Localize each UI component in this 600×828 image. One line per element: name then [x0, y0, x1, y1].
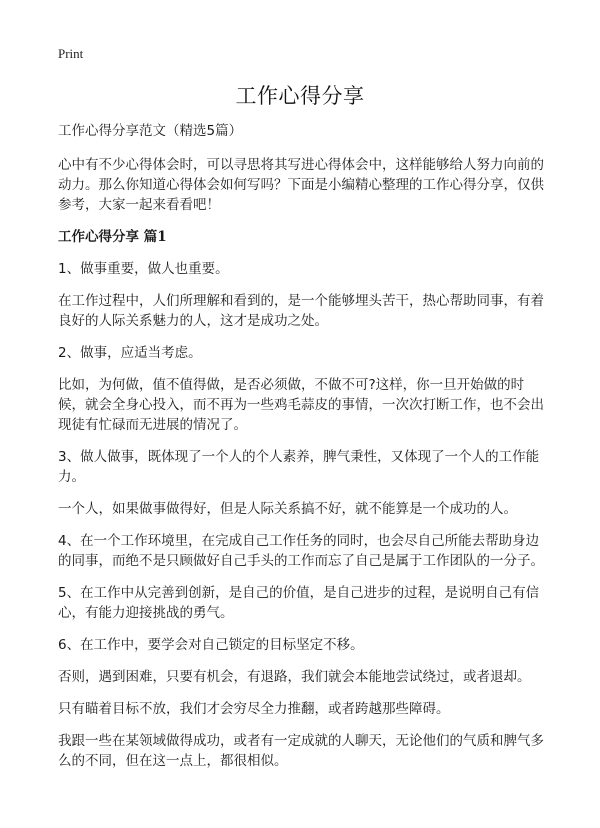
paragraph-6: 一个人，如果做事做得好，但是人际关系搞不好，就不能算是一个成功的人。: [58, 501, 517, 517]
paragraph-8: 5、在工作中从完善到创新，是自己的价值，是自己进步的过程，是说明自己有信心，有能力迎接挑战的勇气。: [58, 585, 540, 621]
paragraph-4: 比如，为何做，值不值得做，是否必须做，不做不可?这样，你一旦开始做的时候，就会全身心投入，而不再为一些鸡毛蒜皮的事情，一次次打断工作，也不会出现徒有忙碌而无进展的情况了。: [58, 377, 544, 433]
paragraph-10: 否则，遇到困难，只要有机会，有退路，我们就会本能地尝试绕过，或者退却。: [58, 669, 531, 685]
page-title: 工作心得分享: [235, 84, 365, 108]
paragraph-7: 4、在一个工作环境里，在完成自己工作任务的同时，也会尽自己所能去帮助身边的同事，而绝不是只顾做好自己手头的工作而忘了自己是属于工作团队的一分子。: [58, 533, 544, 569]
paragraph-11: 只有瞄着目标不放，我们才会穷尽全力推翻，或者跨越那些障碍。: [58, 701, 450, 717]
paragraph-12: 我跟一些在某领域做得成功，或者有一定成就的人聊天，无论他们的气质和脾气多么的不同，但在这一点上，都很相似。: [58, 733, 544, 769]
paragraph-5: 3、做人做事，既体现了一个人的个人素养，脾气秉性，又体现了一个人的工作能力。: [58, 449, 540, 485]
paragraph-3: 2、做事，应适当考虑。: [58, 345, 202, 361]
section-heading: 工作心得分享 篇1: [58, 229, 167, 245]
print-link[interactable]: Print: [58, 46, 84, 61]
article-subtitle: 工作心得分享范文（精选5篇）: [58, 123, 243, 139]
paragraph-1: 1、做事重要，做人也重要。: [58, 261, 229, 277]
intro-paragraph: 心中有不少心得体会时，可以寻思将其写进心得体会中，这样能够给人努力向前的动力。那么你知道心得体会如何写吗？下面是小编精心整理的工作心得分享，仅供参考，大家一起来看看吧！: [58, 157, 544, 213]
article-body: [58, 121, 548, 783]
paragraph-9: 6、在工作中，要学会对自己锁定的目标坚定不移。: [58, 637, 364, 653]
paragraph-2: 在工作过程中，人们所理解和看到的，是一个能够埋头苦干，热心帮助同事，有着良好的人际关系魅力的人，这才是成功之处。: [58, 293, 544, 329]
